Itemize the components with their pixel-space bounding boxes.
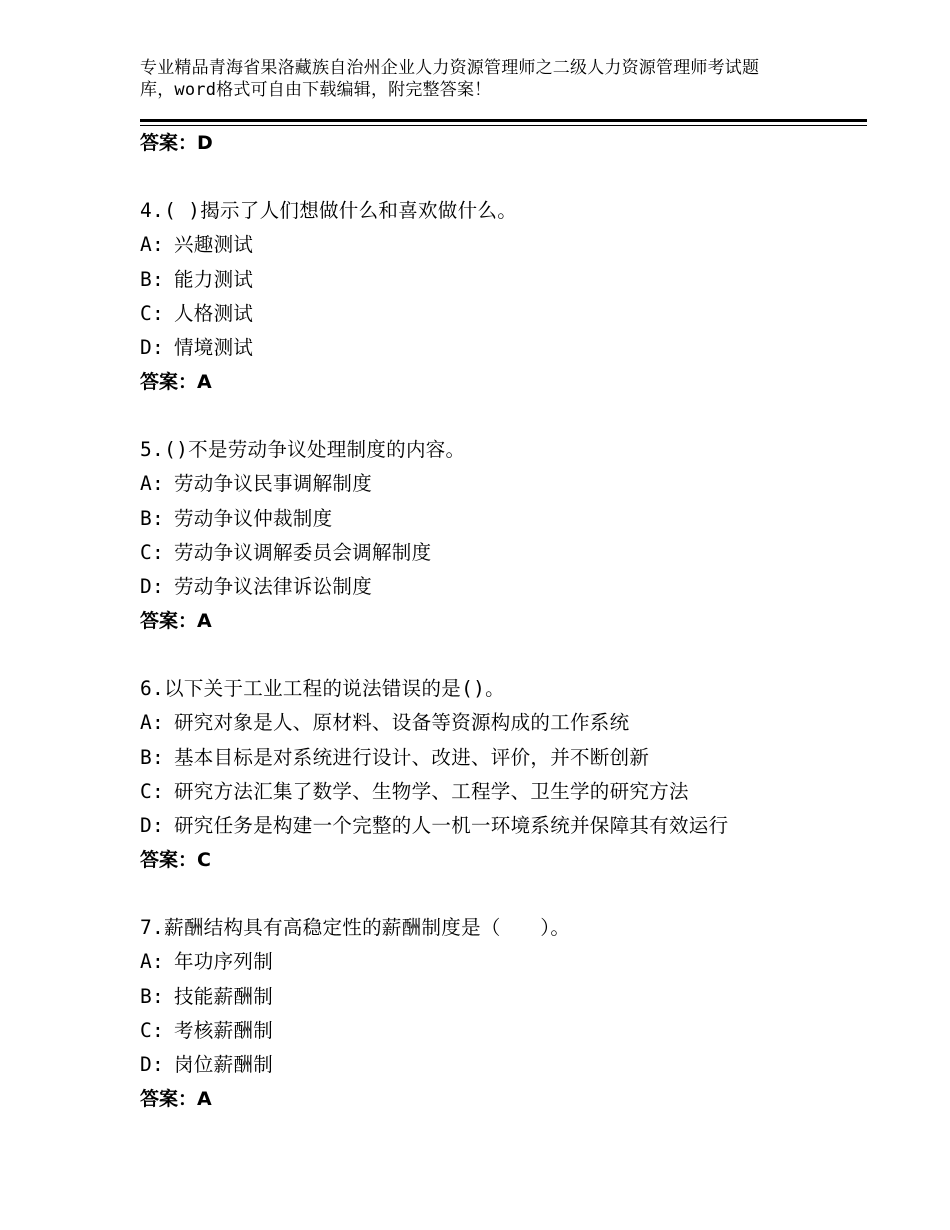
- option-text: 劳动争议民事调解制度: [174, 472, 373, 496]
- option-c: [140, 1016, 860, 1050]
- option-b: [140, 265, 860, 299]
- question-4: [140, 196, 860, 367]
- option-text: 情境测试: [174, 336, 254, 360]
- option-letter: A:: [140, 950, 165, 974]
- option-text: 劳动争议法律诉讼制度: [174, 575, 373, 599]
- option-text: 研究对象是人、原材料、设备等资源构成的工作系统: [174, 711, 630, 735]
- option-d: [140, 572, 860, 606]
- previous-answer: 答案：D: [140, 132, 213, 154]
- question-stem: 5.()不是劳动争议处理制度的内容。: [140, 438, 466, 461]
- option-b: [140, 982, 860, 1016]
- header-rule-thick: [140, 119, 867, 122]
- question-stem: 7.薪酬结构具有高稳定性的薪酬制度是（ ）。: [140, 916, 571, 939]
- option-letter: B:: [140, 506, 165, 530]
- option-letter: C:: [140, 540, 165, 564]
- option-letter: B:: [140, 984, 165, 1008]
- option-letter: C:: [140, 1018, 165, 1042]
- option-text: 劳动争议调解委员会调解制度: [174, 540, 432, 564]
- option-letter: D:: [140, 1053, 165, 1077]
- option-letter: A:: [140, 233, 165, 257]
- option-text: 研究方法汇集了数学、生物学、工程学、卫生学的研究方法: [174, 779, 689, 803]
- document-header: [140, 57, 830, 101]
- option-a: [140, 708, 860, 742]
- question-stem: 4.( )揭示了人们想做什么和喜欢做什么。: [140, 199, 517, 222]
- option-letter: B:: [140, 745, 165, 769]
- option-text: 岗位薪酬制: [174, 1053, 274, 1077]
- answer-4: 答案：A: [140, 371, 212, 393]
- option-c: [140, 538, 860, 572]
- option-text: 兴趣测试: [174, 233, 254, 257]
- option-c: [140, 777, 860, 811]
- option-letter: B:: [140, 267, 165, 291]
- question-5: [140, 435, 860, 606]
- answer-6: 答案：C: [140, 849, 211, 871]
- option-letter: A:: [140, 711, 165, 735]
- option-b: [140, 504, 860, 538]
- option-text: 研究任务是构建一个完整的人一机一环境系统并保障其有效运行: [174, 814, 729, 838]
- option-text: 技能薪酬制: [174, 984, 274, 1008]
- option-a: [140, 469, 860, 503]
- option-d: [140, 333, 860, 367]
- option-d: [140, 1050, 860, 1084]
- answer-7: 答案：A: [140, 1088, 212, 1110]
- option-text: 年功序列制: [174, 950, 274, 974]
- option-text: 劳动争议仲裁制度: [174, 506, 333, 530]
- option-text: 考核薪酬制: [174, 1018, 274, 1042]
- question-stem: 6.以下关于工业工程的说法错误的是()。: [140, 677, 505, 700]
- option-text: 能力测试: [174, 267, 254, 291]
- option-text: 基本目标是对系统进行设计、改进、评价，并不断创新: [174, 745, 650, 769]
- option-letter: D:: [140, 575, 165, 599]
- option-letter: C:: [140, 301, 165, 325]
- option-letter: D:: [140, 336, 165, 360]
- header-line-2: 库，word格式可自由下载编辑，附完整答案！: [140, 80, 492, 100]
- option-a: [140, 947, 860, 981]
- question-7: [140, 913, 860, 1084]
- answer-5: 答案：A: [140, 610, 212, 632]
- option-d: [140, 811, 860, 845]
- option-text: 人格测试: [174, 301, 254, 325]
- option-b: [140, 743, 860, 777]
- header-rule-thin: [140, 125, 867, 126]
- header-line-1: 专业精品青海省果洛藏族自治州企业人力资源管理师之二级人力资源管理师考试题: [140, 58, 760, 78]
- option-letter: D:: [140, 814, 165, 838]
- option-c: [140, 299, 860, 333]
- question-6: [140, 674, 860, 845]
- option-letter: C:: [140, 779, 165, 803]
- option-letter: A:: [140, 472, 165, 496]
- option-a: [140, 230, 860, 264]
